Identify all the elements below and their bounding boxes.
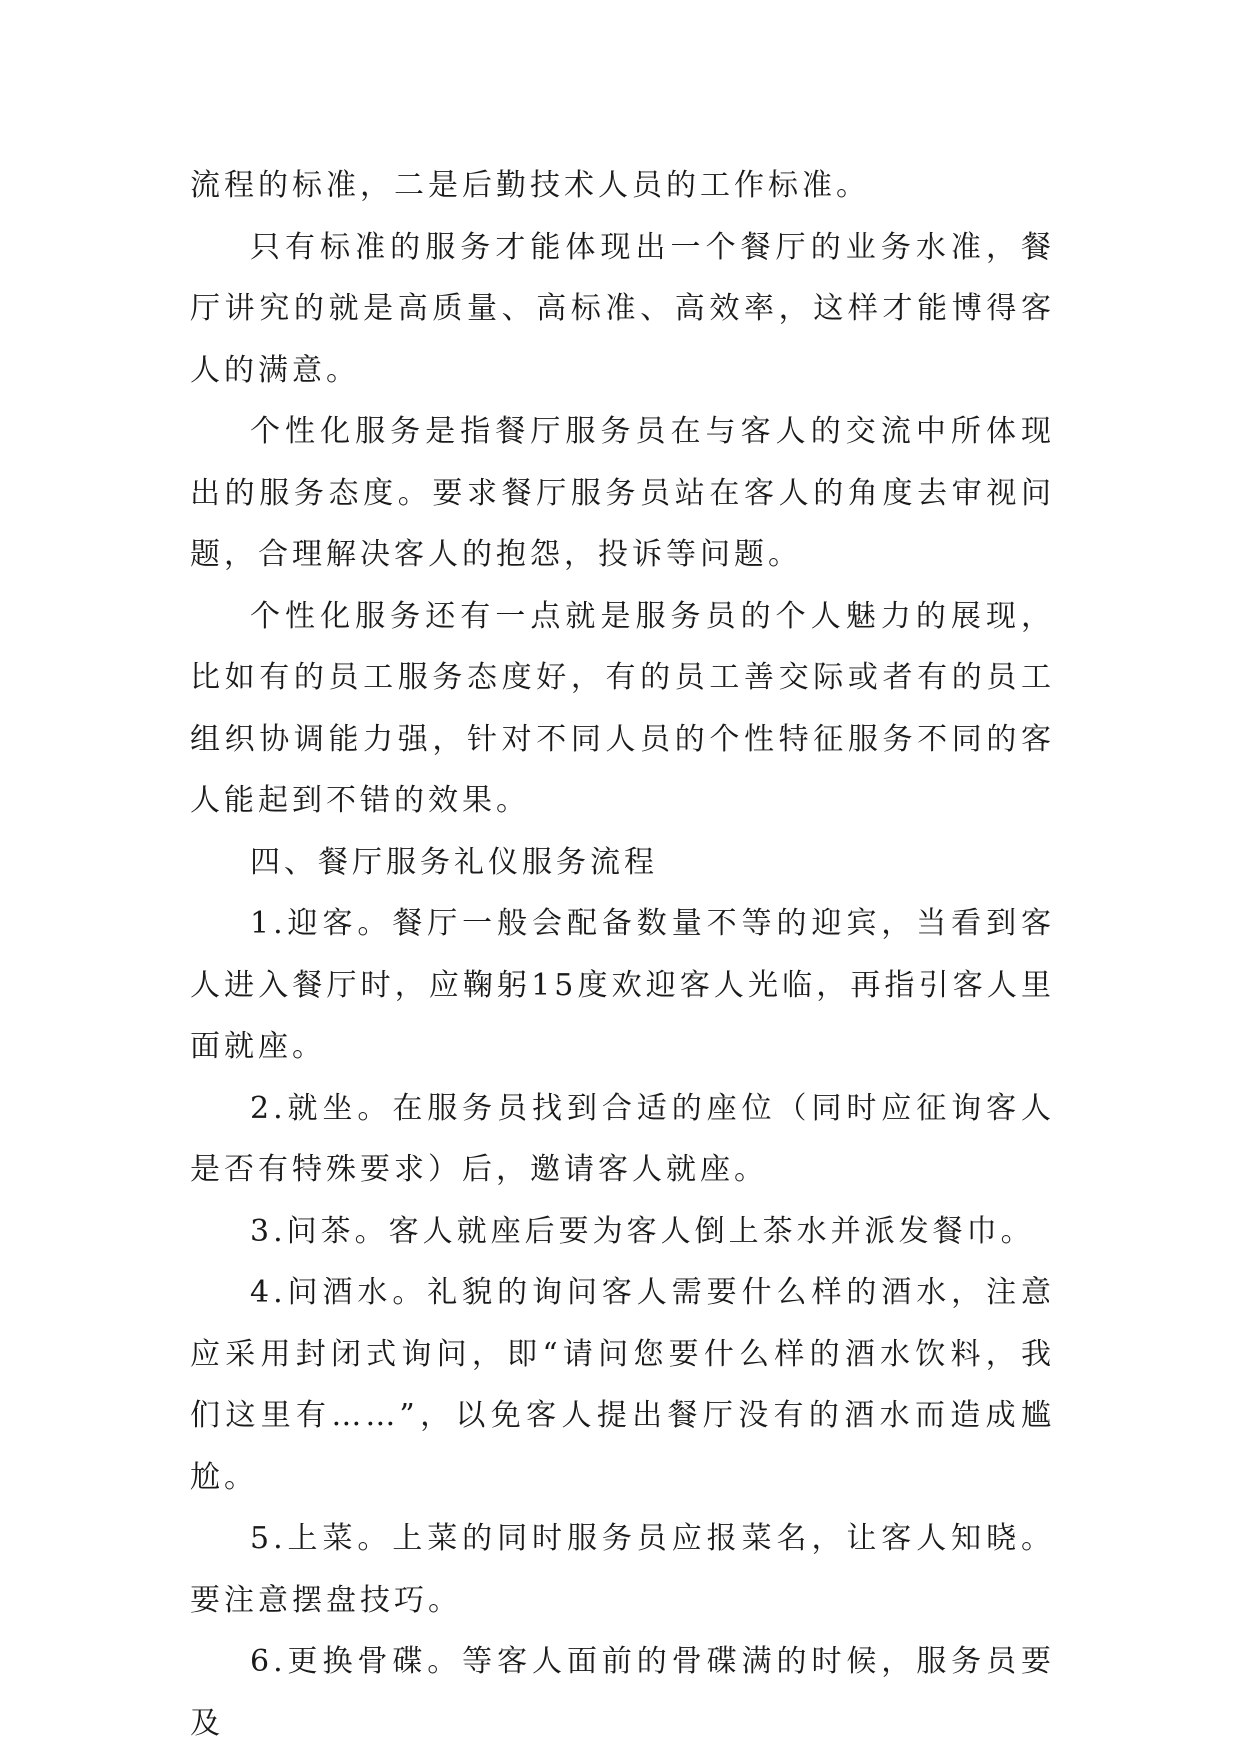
paragraph-continuation: 流程的标准，二是后勤技术人员的工作标准。 <box>190 168 870 203</box>
paragraph-personal-charm: 个性化服务还有一点就是服务员的个人魅力的展现，比如有的员工服务态度好，有的员工善交际或者有的员工组织协调能力强，针对不同人员的个性特征服务不同的客人能起到不错的效果。 <box>190 598 1055 818</box>
document-body <box>190 155 1055 1754</box>
section-heading-service-process: 四、餐厅服务礼仪服务流程 <box>250 844 658 880</box>
paragraph-personalized-service: 个性化服务是指餐厅服务员在与客人的交流中所体现出的服务态度。要求餐厅服务员站在客人的角度去审视问题，合理解决客人的抱怨，投诉等问题。 <box>190 414 1055 572</box>
list-item-tea: 3.问茶。客人就座后要为客人倒上茶水并派发餐巾。 <box>250 1213 1035 1249</box>
list-item-drinks: 4.问酒水。礼貌的询问客人需要什么样的酒水，注意应采用封闭式询问，即“请问您要什么样的酒水饮料，我们这里有……”，以免客人提出餐厅没有的酒水而造成尴尬。 <box>190 1275 1055 1495</box>
list-item-seating: 2.就坐。在服务员找到合适的座位（同时应征询客人是否有特殊要求）后，邀请客人就座。 <box>190 1090 1055 1187</box>
list-item-greeting: 1.迎客。餐厅一般会配备数量不等的迎宾，当看到客人进入餐厅时，应鞠躬15度欢迎客人光临，再指引客人里面就座。 <box>190 906 1055 1064</box>
paragraph-standard-service: 只有标准的服务才能体现出一个餐厅的业务水准，餐厅讲究的就是高质量、高标准、高效率，这样才能博得客人的满意。 <box>190 229 1055 388</box>
list-item-serving-dishes: 5.上菜。上菜的同时服务员应报菜名，让客人知晓。要注意摆盘技巧。 <box>190 1521 1055 1618</box>
list-item-change-plates: 6.更换骨碟。等客人面前的骨碟满的时候，服务员要及 <box>190 1644 1055 1741</box>
